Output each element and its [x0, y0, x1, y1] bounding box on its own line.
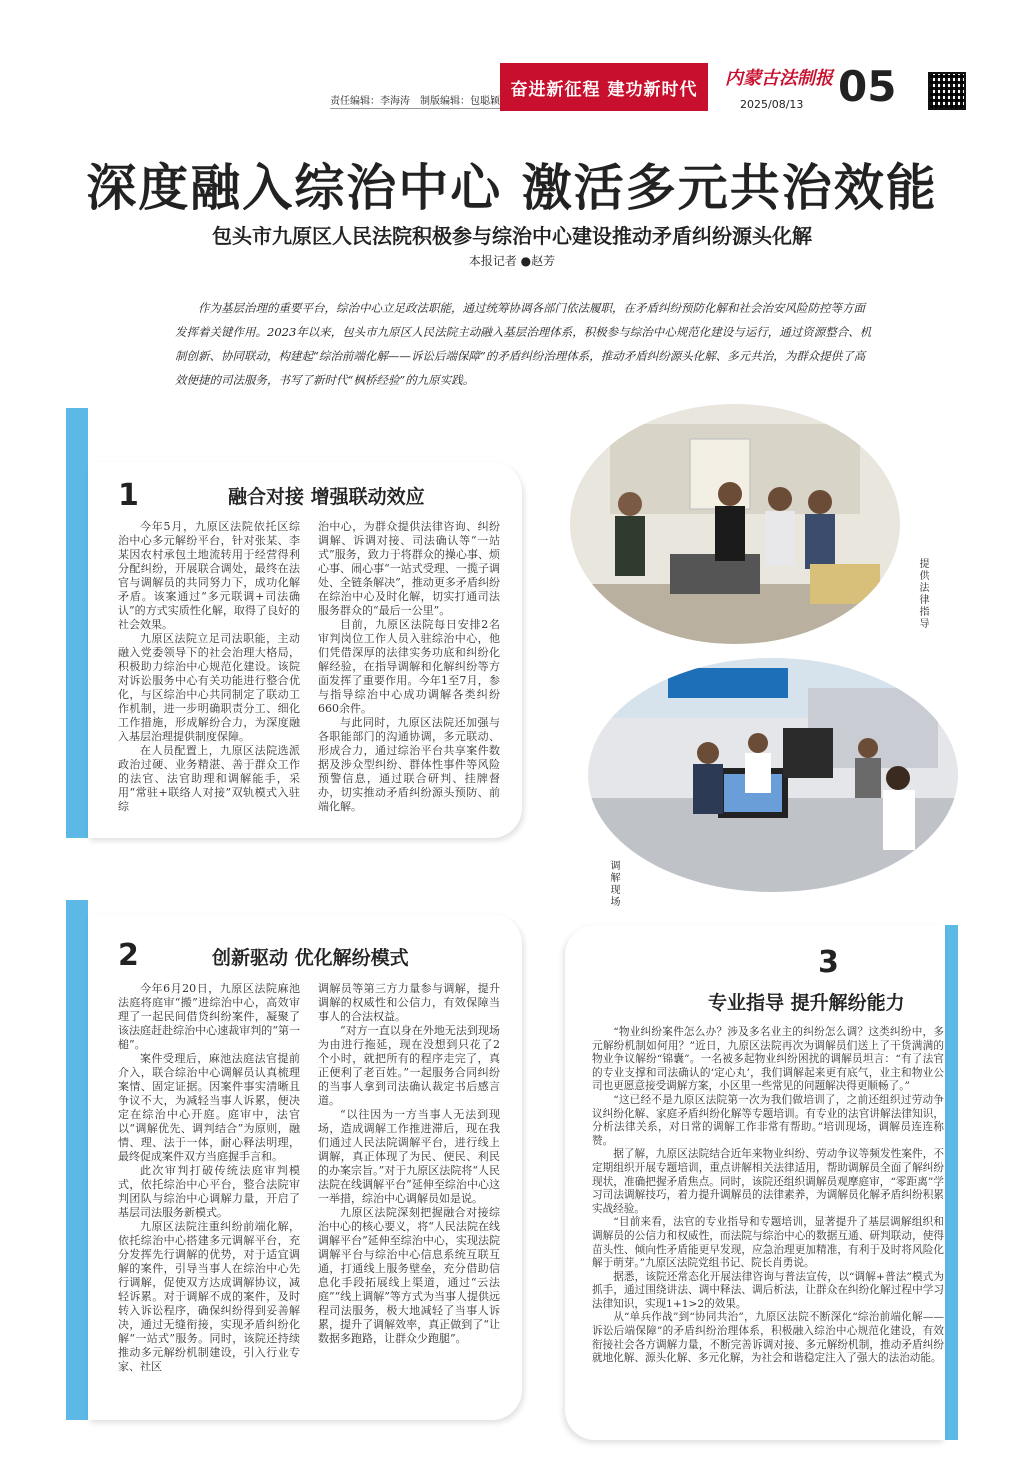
- photo-mediation-scene[interactable]: [588, 658, 958, 892]
- section1-column2: 治中心，为群众提供法律咨询、纠纷调解、诉调对接、司法确认等“一站式”服务，致力于将群众的操心事、烦心事、闹心事“一站式受理、一揽子调处、全链条解决”，推动更多矛盾纠纷在综治中心及时化解，切实打通司法服务群众的“最后一公里”。 目前，九原区法院每日安排2名审判岗位工作人员入驻综治中心，他们凭借深厚的法律实务功底和纠纷化解经验，在指导调解和化解纠纷等方面发挥了重要作用。今年1至7月，参与指导综治中心成功调解各类纠纷660余件。 与此同时，九原区法院还加强与各职能部门的沟通协调，多元联动、形成合力，通过综治平台共享案件数据及涉众型纠纷、群体性事件等风险预警信息，通过联合研判、挂牌督办，切实推动矛盾纠纷源头预防、前端化解。: [318, 520, 500, 813]
- section1-accent-bar: [66, 408, 88, 838]
- issue-date: 2025/08/13: [740, 98, 804, 111]
- photo-caption-mediation: 调解现场: [608, 860, 619, 908]
- section2-column1: 今年6月20日，九原区法院麻池法庭将庭审“搬”进综治中心，高效审理了一起民间借贷纠纷案件，凝聚了该法庭赶赴综治中心速裁审判的“第一槌”。 案件受理后，麻池法庭法官提前介入，联合综治中心调解员认真梳理案情、固定证据。因案件事实清晰且争议不大，为减轻当事人诉累，便决定在综治中心开庭。庭审中，法官以“调解优先、调判结合”为原则，融情、理、法于一体，耐心释法明理，最终促成案件双方当庭握手言和。 此次审判打破传统法庭审判模式，依托综治中心平台，整合法院审判团队与综治中心调解力量，开启了基层司法服务新模式。 九原区法院注重纠纷前端化解，依托综治中心搭建多元调解平台，充分发挥先行调解的优势，对于适宜调解的案件，引导当事人在综治中心先行调解，促使双方达成调解协议，减轻诉累。对于调解不成的案件，及时转入诉讼程序，确保纠纷得到妥善解决，通过无缝衔接，实现矛盾纠纷化解“一站式”服务。同时，该院还持续推动多元解纷机制建设，引入行业专家、社区: [118, 982, 300, 1373]
- newspaper-name: 内蒙古法制报: [725, 68, 833, 89]
- section3-body: “物业纠纷案件怎么办？涉及多名业主的纠纷怎么调？这类纠纷中，多元解纷机制如何用？”近日，九原区法院再次为调解员们送上了干货满满的物业争议解纷“锦囊”。一名被多起物业纠纷困扰的调解员坦言：“有了法官的专业支撑和司法确认的‘定心丸’，我们调解起来更有底气，业主和物业公司也更愿意接受调解方案，小区里一些常见的问题解决得更顺畅了。” “这已经不是九原区法院第一次为我们做培训了，之前还组织过劳动争议纠纷化解、家庭矛盾纠纷化解等专题培训。有专业的法官讲解法律知识，分析法律关系，对日常的调解工作非常有帮助。”培训现场，调解员连连称赞。 据了解，九原区法院结合近年来物业纠纷、劳动争议等频发性案件，不定期组织开展专题培训，重点讲解相关法律适用，帮助调解员全面了解纠纷现状，准确把握矛盾焦点。同时，该院还组织调解员观摩庭审，“零距离”学习司法调解技巧，着力提升调解员的法律素养，为调解员化解矛盾纠纷积累实战经验。 “目前来看，法官的专业指导和专题培训，显著提升了基层调解组织和调解员的公信力和权威性，而法院与综治中心的数据互通、研判联动，使得苗头性、倾向性矛盾能更早发现，应急治理更加精准，有利于及时将风险化解于萌芽。”九原区法院党组书记、院长肖勇说。 据悉，该院还常态化开展法律咨询与普法宣传，以“调解+普法”模式为抓手，通过围绕讲法、调中释法、调后析法，让群众在纠纷化解过程中学习法律知识，实现1+1>2的效果。 从“单兵作战”到“协同共治”，九原区法院不断深化“综治前端化解——诉讼后端保障”的矛盾纠纷治理体系，积极融入综治中心规范化建设，有效衔接社会各方调解力量，不断完善诉调对接、多元解纷机制，推动矛盾纠纷就地化解、源头化解、多元化解，为社会和谐稳定注入了强大的法治动能。: [592, 1026, 944, 1365]
- section3-number: 3: [818, 945, 839, 980]
- article-subtitle: 包头市九原区人民法院积极参与综治中心建设推动矛盾纠纷源头化解: [212, 224, 812, 248]
- section1-number: 1: [118, 478, 139, 513]
- section2-number: 2: [118, 938, 139, 973]
- qr-code-icon[interactable]: [928, 72, 966, 110]
- section1-column1: 今年5月，九原区法院依托区综治中心多元解纷平台，针对张某、李某因农村承包土地流转用于经营得利分配纠纷，开展联合调处，最终在法官与调解员的共同努力下，成功化解矛盾。该案通过“多元联调+司法确认”的方式实质性化解，取得了良好的社会效果。 九原区法院立足司法职能，主动融入党委领导下的社会治理大格局，积极助力综治中心规范化建设。该院对诉讼服务中心有关功能进行整合优化，与区综治中心共同制定了联动工作机制，进一步明确职责分工、细化工作措施，形成解纷合力，为深度融入基层治理提供制度保障。 在人员配置上，九原区法院选派政治过硬、业务精湛、善于群众工作的法官、法官助理和调解能手，采用“常驻+联络人对接”双轨模式入驻综: [118, 520, 300, 813]
- photo-legal-guidance-image: [570, 404, 900, 644]
- section2-column2: 调解员等第三方力量参与调解，提升调解的权威性和公信力，有效保障当事人的合法权益。 “对方一直以身在外地无法到现场为由进行拖延，现在没想到只花了2个小时，就把所有的程序走完了，真正便利了老百姓。”一起服务合同纠纷的当事人拿到司法确认裁定书后感言道。 “以往因为一方当事人无法到现场，造成调解工作推进滞后，现在我们通过人民法院调解平台，进行线上调解，真正体现了为民、便民、利民的办案宗旨。”对于九原区法院将“人民法院在线调解平台”延伸至综治中心这一举措，综治中心调解员如是说。 九原区法院深刻把握融合对接综治中心的核心要义，将“人民法院在线调解平台”延伸至综治中心，实现法院调解平台与综治中心信息系统互联互通，打通线上服务壁垒，充分借助信息化手段拓展线上渠道，通过“云法庭”“线上调解”等方式为当事人提供远程司法服务，极大地减轻了当事人诉累，提升了调解效率，真正做到了“让数据多跑路，让群众少跑腿”。: [318, 982, 500, 1345]
- slogan-banner: 奋进新征程 建功新时代: [500, 63, 708, 111]
- photo-caption-legal-guidance: 提供法律指导: [917, 558, 928, 630]
- editor-credits: 责任编辑：李海涛 制版编辑：包聪颖: [330, 96, 500, 107]
- byline: 本报记者 ●赵芳: [468, 254, 556, 268]
- article-lead: 作为基层治理的重要平台，综治中心立足政法职能，通过统筹协调各部门依法履职，在矛盾纠纷预防化解和社会治安风险防控等方面发挥着关键作用。2023年以来，包头市九原区人民法院主动融入基层治理体系，积极参与综治中心规范化建设与运行，通过资源整合、机制创新、协同联动，构建起“综治前端化解——诉讼后端保障”的矛盾纠纷治理体系，推动矛盾纠纷源头化解、多元共治，为群众提供了高效便捷的司法服务，书写了新时代“枫桥经验”的九原实践。: [175, 301, 872, 387]
- section2-title: 创新驱动 优化解纷模式: [212, 947, 409, 969]
- photo-mediation-image: [588, 658, 958, 892]
- section3-title: 专业指导 提升解纷能力: [708, 992, 905, 1014]
- photo-legal-guidance[interactable]: [570, 404, 900, 644]
- page-number: 05: [838, 62, 897, 111]
- article-title: 深度融入综治中心 激活多元共治效能: [86, 158, 938, 217]
- section2-accent-bar: [66, 900, 88, 1420]
- section1-title: 融合对接 增强联动效应: [228, 486, 425, 508]
